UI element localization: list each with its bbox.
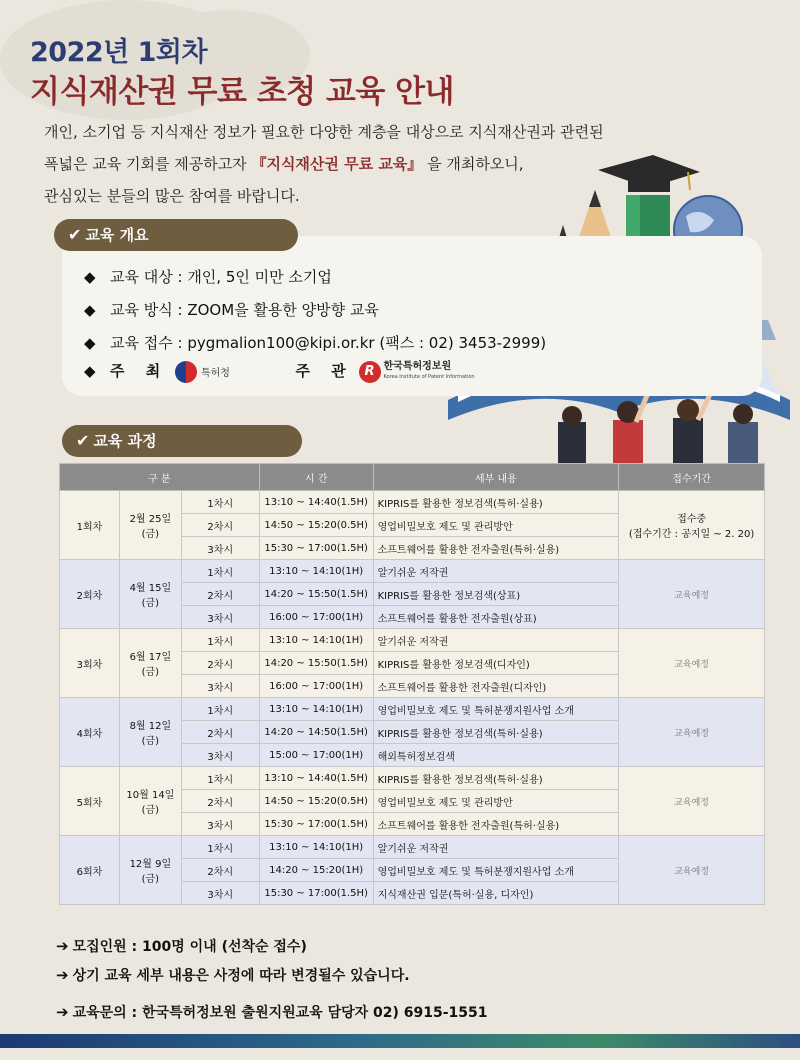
session-day: (금) [141,805,160,816]
session-date: 2월 25일 [129,514,172,525]
topic-cell: KIPRIS를 활용한 정보검색(특허·실용) [373,767,619,790]
schedule-table [59,463,765,905]
session-day: (금) [141,736,160,747]
topic-cell: 영업비밀보호 제도 및 특허분쟁지원사업 소개 [373,859,619,882]
date-cell [119,698,181,767]
table-row [60,560,765,583]
header-detail: 세부 내용 [373,464,619,491]
session-date: 6월 17일 [129,652,172,663]
arrow-icon: ➔ [56,937,69,955]
session-day: (금) [141,667,160,678]
time-cell: 15:30 ~ 17:00(1.5H) [259,537,373,560]
time-cell: 15:30 ~ 17:00(1.5H) [259,882,373,905]
topic-cell: 소프트웨어를 활용한 전자출원(특허·실용) [373,813,619,836]
time-cell: 13:10 ~ 14:10(1H) [259,698,373,721]
part-cell: 3차시 [181,537,259,560]
intro-text-part: 폭넓은 교육 기회를 제공하고자 [44,155,252,173]
course-heading-label: 교육 과정 [93,432,157,450]
session-day: (금) [141,529,160,540]
round-cell: 5회차 [60,767,120,836]
time-cell: 13:10 ~ 14:10(1H) [259,836,373,859]
note-inquiry [56,1002,488,1022]
session-day: (금) [141,874,160,885]
session-date: 8월 12일 [129,721,172,732]
part-cell: 2차시 [181,583,259,606]
part-cell: 2차시 [181,790,259,813]
check-icon: ✔ [68,225,82,244]
time-cell: 13:10 ~ 14:40(1.5H) [259,767,373,790]
time-cell: 13:10 ~ 14:10(1H) [259,629,373,652]
course-heading [62,425,302,457]
topic-cell: 소프트웨어를 활용한 전자출원(디자인) [373,675,619,698]
topic-cell: KIPRIS를 활용한 정보검색(상표) [373,583,619,606]
time-cell: 15:30 ~ 17:00(1.5H) [259,813,373,836]
session-date: 12월 9일 [129,859,172,870]
time-cell: 15:00 ~ 17:00(1H) [259,744,373,767]
round-cell: 2회차 [60,560,120,629]
status-text: 교육예정 [674,797,709,808]
status-text: 교육예정 [674,590,709,601]
time-cell: 14:20 ~ 15:50(1.5H) [259,652,373,675]
session-day: (금) [141,598,160,609]
round-cell: 4회차 [60,698,120,767]
part-cell: 2차시 [181,721,259,744]
table-row [60,767,765,790]
bottom-decor-bar [0,1034,800,1048]
time-cell: 14:50 ~ 15:20(0.5H) [259,514,373,537]
intro-line: 개인, 소기업 등 지식재산 정보가 필요한 다양한 계층을 대상으로 지식재산권과 관련된 [44,123,604,141]
date-cell [119,629,181,698]
time-cell: 16:00 ~ 17:00(1H) [259,675,373,698]
note-change [56,965,410,985]
time-cell: 14:20 ~ 15:50(1.5H) [259,583,373,606]
time-cell: 13:10 ~ 14:40(1.5H) [259,491,373,514]
title-year: 2022년 1회차 [30,37,208,68]
topic-cell: 알기쉬운 저작권 [373,629,619,652]
topic-cell: 소프트웨어를 활용한 전자출원(상표) [373,606,619,629]
status-cell [619,491,765,560]
overview-hosts [84,360,475,383]
host-label: 주 최 [110,362,169,380]
status-period: (접수기간 : 공지일 ~ 2. 20) [628,529,755,540]
status-cell [619,698,765,767]
time-cell: 14:20 ~ 15:20(1H) [259,859,373,882]
diamond-bullet-icon: ◆ [84,268,96,286]
part-cell: 1차시 [181,629,259,652]
status-cell [619,560,765,629]
arrow-icon: ➔ [56,1003,69,1021]
status-cell [619,836,765,905]
arrow-icon: ➔ [56,966,69,984]
note-recruit-text: 모집인원 : 100명 이내 (선착순 접수) [72,939,307,955]
check-icon: ✔ [76,431,90,450]
overview-target [84,266,332,287]
time-cell: 13:10 ~ 14:10(1H) [259,560,373,583]
date-cell [119,491,181,560]
status-text: 교육예정 [674,866,709,877]
diamond-bullet-icon: ◆ [84,334,96,352]
topic-cell: 알기쉬운 저작권 [373,836,619,859]
overview-method [84,299,379,320]
part-cell: 3차시 [181,744,259,767]
intro-highlight: 『지식재산권 무료 교육』 [251,155,423,173]
organizer-label: 주 관 [295,362,354,380]
kipi-logo-icon: R [359,361,381,383]
kipo-logo-icon [175,361,197,383]
topic-cell: 지식재산권 입문(특허·실용, 디자인) [373,882,619,905]
table-row [60,491,765,514]
part-cell: 3차시 [181,882,259,905]
overview-heading-label: 교육 개요 [85,226,149,244]
overview-heading [54,219,298,251]
status-text: 교육예정 [674,659,709,670]
topic-cell: 소프트웨어를 활용한 전자출원(특허·실용) [373,537,619,560]
date-cell [119,560,181,629]
page-title: 지식재산권 무료 초청 교육 안내 [30,74,454,110]
part-cell: 1차시 [181,767,259,790]
round-cell: 3회차 [60,629,120,698]
round-cell: 1회차 [60,491,120,560]
diamond-bullet-icon: ◆ [84,301,96,319]
part-cell: 2차시 [181,859,259,882]
part-cell: 1차시 [181,491,259,514]
topic-cell: 영업비밀보호 제도 및 특허분쟁지원사업 소개 [373,698,619,721]
part-cell: 3차시 [181,813,259,836]
status-cell [619,629,765,698]
status-text: 교육예정 [674,728,709,739]
table-row [60,836,765,859]
part-cell: 1차시 [181,836,259,859]
part-cell: 1차시 [181,560,259,583]
host-org: 특허청 [200,368,230,379]
status-text: 접수중 [677,514,707,525]
intro-line: 관심있는 분들의 많은 참여를 바랍니다. [44,187,300,205]
header-registration: 접수기간 [619,464,765,491]
organizer-org [384,362,475,382]
part-cell: 2차시 [181,514,259,537]
topic-cell: KIPRIS를 활용한 정보검색(특허·실용) [373,721,619,744]
table-header-row [60,464,765,491]
round-cell: 6회차 [60,836,120,905]
topic-cell: KIPRIS를 활용한 정보검색(특허·실용) [373,491,619,514]
intro-text-part: 을 개최하오니, [422,155,524,173]
part-cell: 2차시 [181,652,259,675]
date-cell [119,836,181,905]
overview-contact-text: 교육 접수 : pygmalion100@kipi.or.kr (팩스 : 02) 3453-2999) [110,334,547,352]
date-cell [119,767,181,836]
table-row [60,629,765,652]
part-cell: 3차시 [181,675,259,698]
note-recruit [56,936,307,956]
organizer-org-en: Korea Institute of Patent Information [383,373,475,380]
overview-target-text: 교육 대상 : 개인, 5인 미만 소기업 [110,268,332,286]
header-division: 구 분 [60,464,260,491]
note-inquiry-text: 교육문의 : 한국특허정보원 출원지원교육 담당자 02) 6915-1551 [72,1005,488,1021]
part-cell: 3차시 [181,606,259,629]
part-cell: 1차시 [181,698,259,721]
note-change-text: 상기 교육 세부 내용은 사정에 따라 변경될수 있습니다. [72,968,410,984]
topic-cell: KIPRIS를 활용한 정보검색(디자인) [373,652,619,675]
topic-cell: 영업비밀보호 제도 및 관리방안 [373,790,619,813]
table-row [60,698,765,721]
time-cell: 16:00 ~ 17:00(1H) [259,606,373,629]
diamond-bullet-icon: ◆ [84,362,96,380]
status-cell [619,767,765,836]
time-cell: 14:50 ~ 15:20(0.5H) [259,790,373,813]
session-date: 10월 14일 [126,790,175,801]
topic-cell: 알기쉬운 저작권 [373,560,619,583]
organizer-org-ko: 한국특허정보원 [383,360,452,372]
time-cell: 14:20 ~ 14:50(1.5H) [259,721,373,744]
topic-cell: 해외특허정보검색 [373,744,619,767]
header-time: 시 간 [259,464,373,491]
overview-method-text: 교육 방식 : ZOOM을 활용한 양방향 교육 [110,301,379,319]
session-date: 4월 15일 [129,583,172,594]
topic-cell: 영업비밀보호 제도 및 관리방안 [373,514,619,537]
overview-contact [84,332,546,353]
